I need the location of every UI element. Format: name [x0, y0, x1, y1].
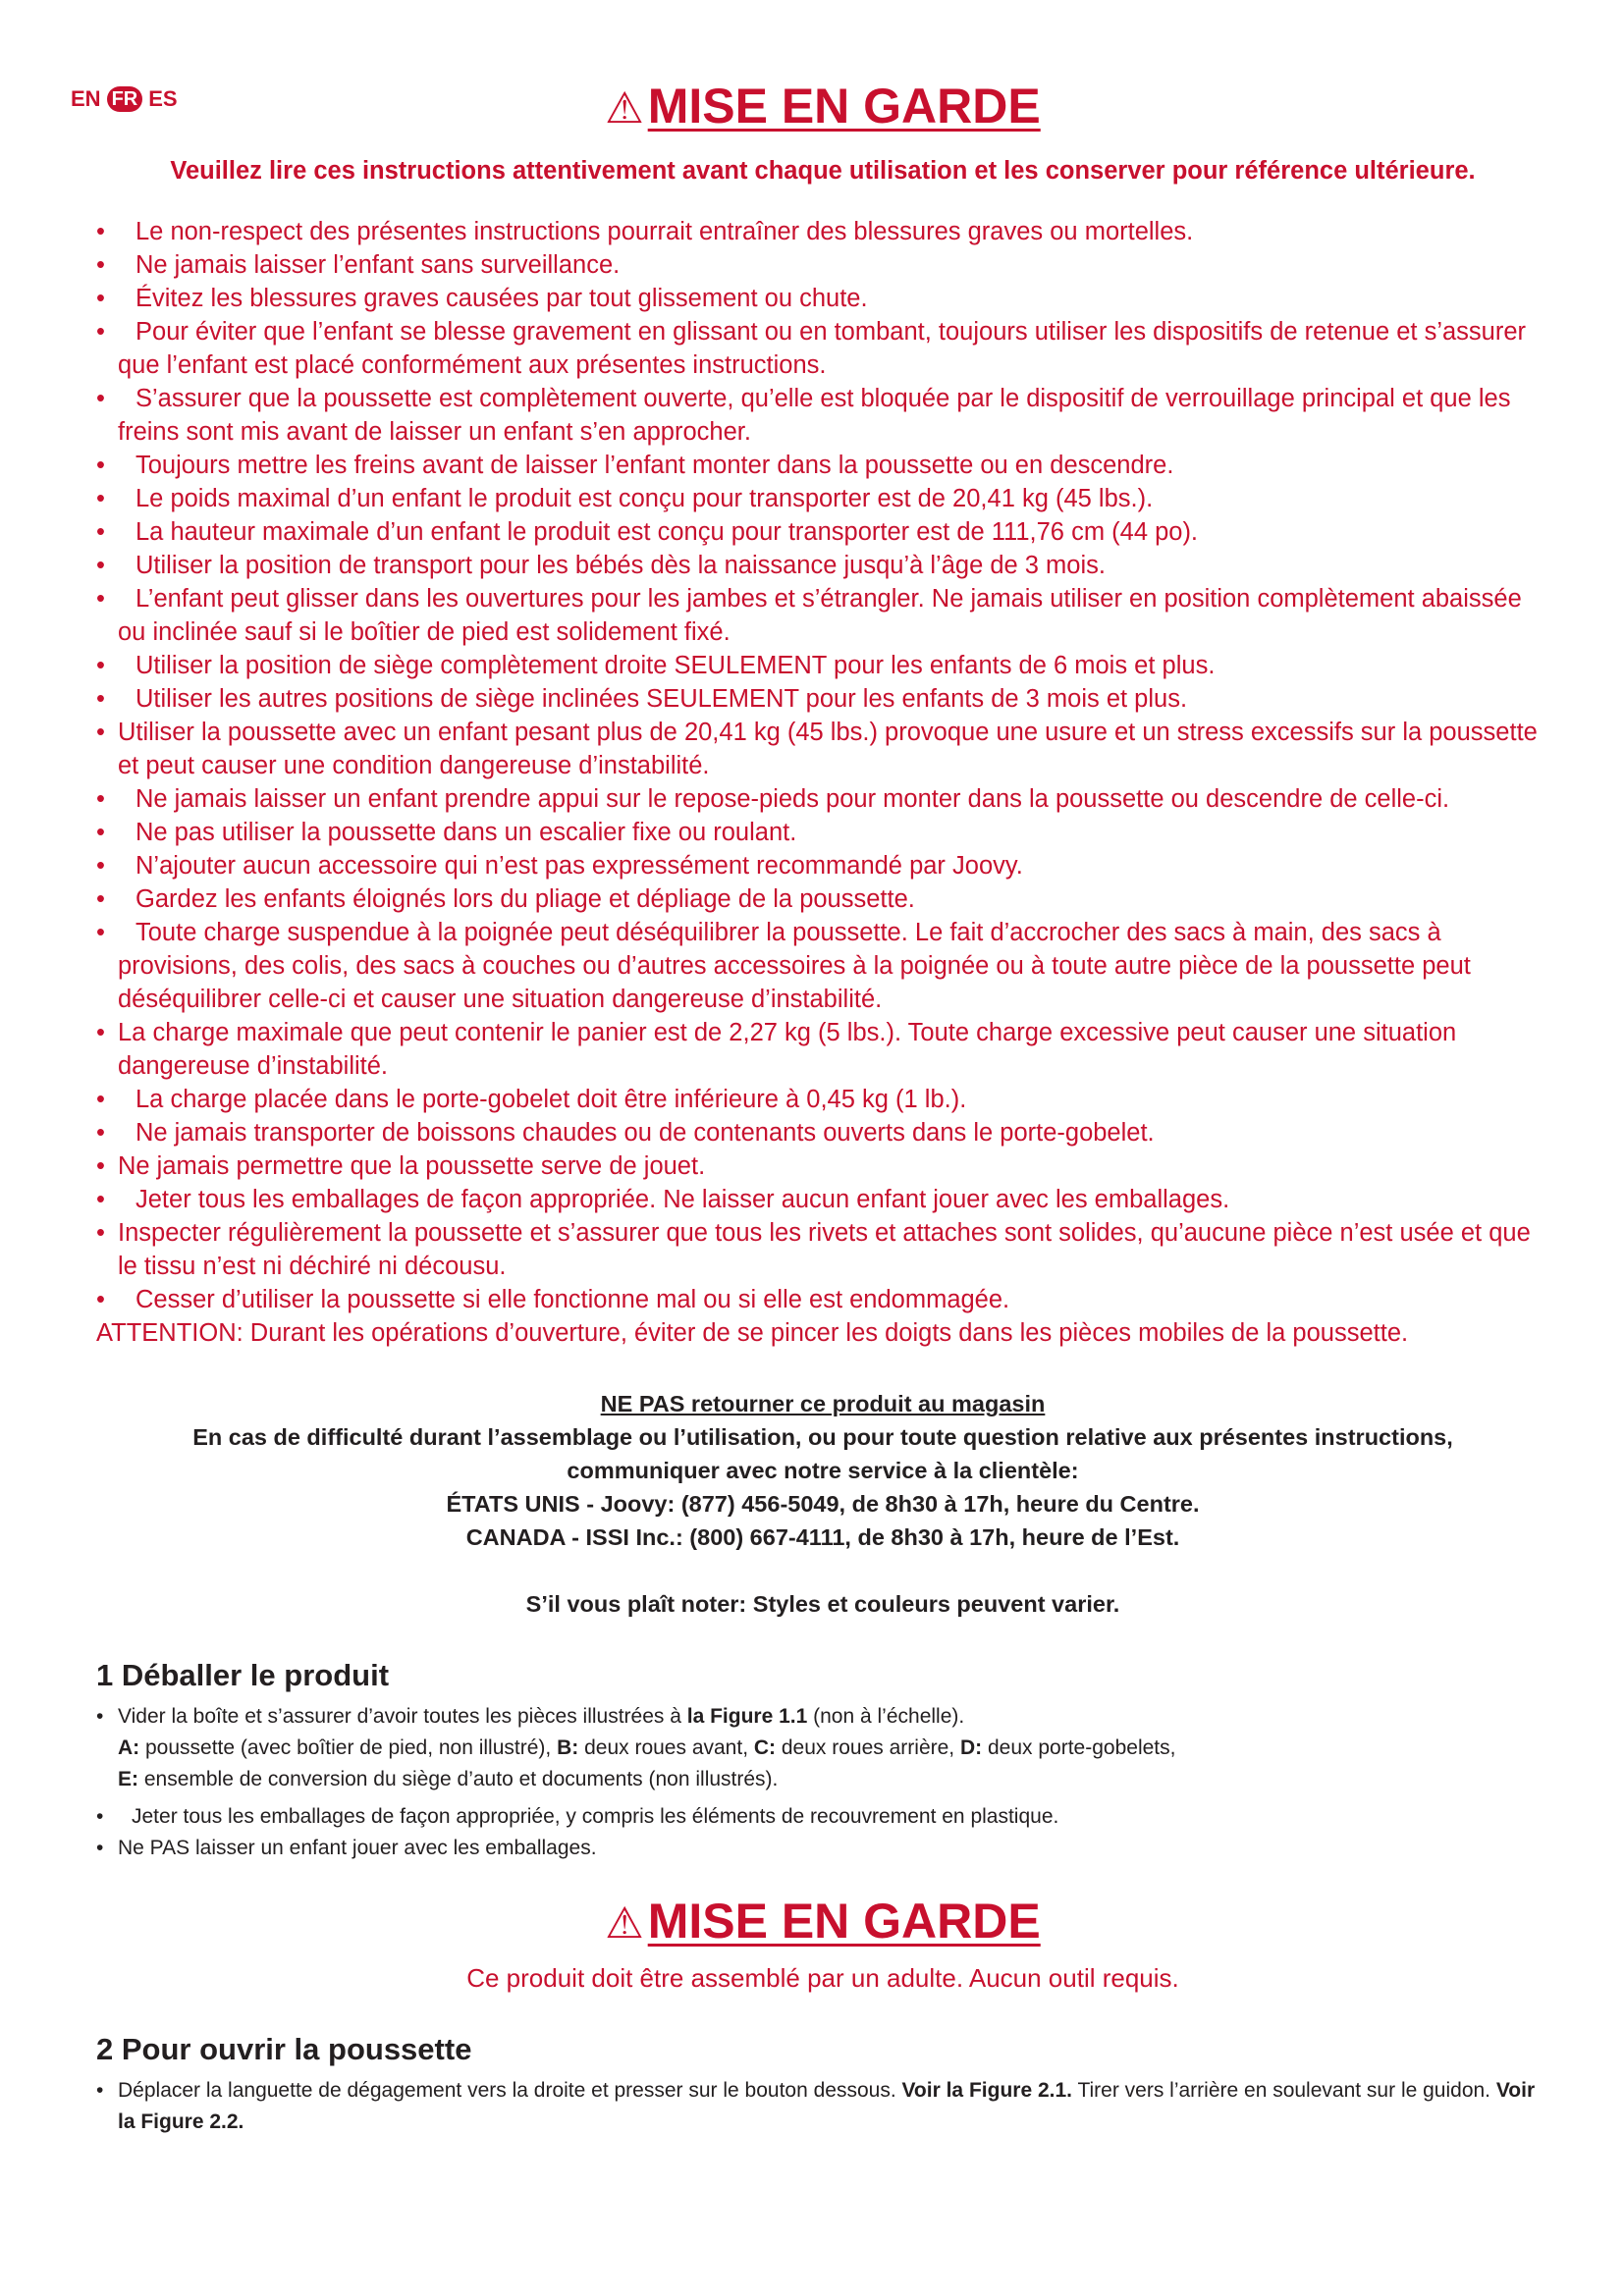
- lang-fr-active: FR: [107, 86, 143, 112]
- warning-item: [96, 1283, 1549, 1316]
- bullet-icon: •: [96, 1286, 105, 1313]
- warning-item-text: Le poids maximal d’un enfant le produit est conçu pour transporter est de 20,41 kg (45 lbs.).: [135, 485, 1154, 512]
- warning-item-text: Toute charge suspendue à la poignée peut déséquilibrer la poussette. Le fait d’accrocher des sacs à main, des sacs à provisions, des colis, des sacs à couches ou d’autres accessoires à la poignée ou à toute autre pièce de la poussette peut déséquilibrer celle-ci et causer une situation dangereuse d’instabilité.: [118, 919, 1471, 1013]
- warning-item: [96, 916, 1549, 1016]
- section-1-list: [96, 1701, 1549, 1733]
- warning-item-text: Ne jamais laisser un enfant prendre appui sur le repose-pieds pour monter dans la poussette ou descendre de celle-ci.: [135, 785, 1450, 813]
- bullet-icon: •: [96, 1152, 105, 1180]
- warning-item-text: Ne jamais laisser l’enfant sans surveillance.: [135, 251, 621, 279]
- warning-item-text: Utiliser la position de siège complètement droite SEULEMENT pour les enfants de 6 mois et plus.: [135, 652, 1216, 679]
- no-return-heading: NE PAS retourner ce produit au magasin: [600, 1391, 1046, 1416]
- section-2-list: [96, 2075, 1549, 2138]
- customer-service-block: [96, 1387, 1549, 1554]
- section-1-list-2: [96, 1801, 1549, 1864]
- warning-item: [96, 315, 1549, 382]
- warning-item: [96, 582, 1549, 649]
- parts-line: E: ensemble de conversion du siège d’auto et documents (non illustrés).: [118, 1768, 779, 1790]
- warning-item: [96, 515, 1549, 549]
- warning-item-text: N’ajouter aucun accessoire qui n’est pas expressément recommandé par Joovy.: [135, 852, 1023, 880]
- warning-item: [96, 849, 1549, 882]
- bullet-icon: •: [96, 1086, 105, 1113]
- warning-item: [96, 1083, 1549, 1116]
- lang-es: ES: [148, 86, 178, 111]
- warning-item: [96, 1116, 1549, 1149]
- warning-item-text: La charge placée dans le porte-gobelet doit être inférieure à 0,45 kg (1 lb.).: [135, 1086, 967, 1113]
- warning-heading: [96, 77, 1549, 138]
- bullet-icon: •: [96, 218, 105, 245]
- warning-item: [96, 1216, 1549, 1283]
- bullet-icon: •: [96, 1019, 105, 1046]
- contact-line: communiquer avec notre service à la clientèle:: [567, 1458, 1079, 1483]
- lang-en: EN: [71, 86, 101, 111]
- warning-item-text: Ne pas utiliser la poussette dans un escalier fixe ou roulant.: [135, 819, 797, 846]
- bullet-icon: •: [96, 1219, 105, 1247]
- warning-item: [96, 682, 1549, 716]
- warning-item-text: La charge maximale que peut contenir le panier est de 2,27 kg (5 lbs.). Toute charge excessive peut causer une situation dangereuse d’instabilité.: [118, 1019, 1457, 1080]
- bullet-icon: •: [96, 652, 105, 679]
- bullet-icon: •: [96, 385, 105, 412]
- bullet-icon: •: [96, 585, 105, 613]
- warning-item-text: Ne jamais transporter de boissons chaudes ou de contenants ouverts dans le porte-gobelet.: [135, 1119, 1155, 1147]
- contact-canada: CANADA - ISSI Inc.: (800) 667-4111, de 8h30 à 17h, heure de l’Est.: [465, 1524, 1180, 1550]
- bullet-icon: •: [96, 518, 105, 546]
- bullet-icon: •: [96, 785, 105, 813]
- warning-item-text: La hauteur maximale d’un enfant le produit est conçu pour transporter est de 111,76 cm (44 po).: [135, 518, 1199, 546]
- warning-item: [96, 1149, 1549, 1183]
- warning-subtitle-2: Ce produit doit être assemblé par un adulte. Aucun outil requis.: [466, 1963, 1179, 1993]
- list-item: • Jeter tous les emballages de façon appropriée, y compris les éléments de recouvrement en plastique.: [96, 1805, 1059, 1828]
- manual-page: [96, 77, 1549, 2138]
- bullet-icon: •: [96, 1186, 105, 1213]
- warning-item: [96, 1183, 1549, 1216]
- warning-item-text: Évitez les blessures graves causées par tout glissement ou chute.: [135, 285, 868, 312]
- warning-item-text: Cesser d’utiliser la poussette si elle fonctionne mal ou si elle est endommagée.: [135, 1286, 1010, 1313]
- bullet-icon: •: [96, 719, 105, 746]
- warning-heading-2: [96, 1892, 1549, 1953]
- parts-line: A: poussette (avec boîtier de pied, non illustré), B: deux roues avant, C: deux roues arrière, D: deux porte-gobelets,: [118, 1736, 1176, 1759]
- warning-item: [96, 716, 1549, 782]
- bullet-icon: •: [96, 452, 105, 479]
- warning-item-text: Utiliser la position de transport pour les bébés dès la naissance jusqu’à l’âge de 3 mois.: [135, 552, 1106, 579]
- contact-us: ÉTATS UNIS - Joovy: (877) 456-5049, de 8h30 à 17h, heure du Centre.: [446, 1491, 1200, 1517]
- warning-title: MISE EN GARDE: [647, 79, 1041, 133]
- bullet-icon: •: [96, 1119, 105, 1147]
- bullet-icon: •: [96, 552, 105, 579]
- list-item: • Ne PAS laisser un enfant jouer avec les emballages.: [96, 1837, 597, 1859]
- list-item: • Déplacer la languette de dégagement vers la droite et presser sur le bouton dessous. Voir la Figure 2.1. Tirer vers l’arrière en soulevant sur le guidon. Voir la Figure 2.2.: [96, 2079, 1536, 2133]
- bullet-icon: •: [96, 285, 105, 312]
- warning-item-text: Inspecter régulièrement la poussette et s’assurer que tous les rivets et attaches sont solides, qu’aucune pièce n’est usée et que le tissu n’est ni déchiré ni décousu.: [118, 1219, 1531, 1280]
- warning-item: [96, 449, 1549, 482]
- warning-item-text: Utiliser la poussette avec un enfant pesant plus de 20,41 kg (45 lbs.) provoque une usure et un stress excessifs sur la poussette et peut causer une condition dangereuse d’instabilité.: [118, 719, 1538, 779]
- warning-list: [96, 215, 1549, 1316]
- bullet-icon: •: [96, 685, 105, 713]
- warning-item-text: Jeter tous les emballages de façon appropriée. Ne laisser aucun enfant jouer avec les emballages.: [135, 1186, 1230, 1213]
- warning-item-text: Toujours mettre les freins avant de laisser l’enfant monter dans la poussette ou en descendre.: [135, 452, 1174, 479]
- bullet-icon: •: [96, 819, 105, 846]
- warning-item-text: S’assurer que la poussette est complètement ouverte, qu’elle est bloquée par le dispositif de verrouillage principal et que les freins sont mis avant de laisser un enfant s’en approcher.: [118, 385, 1511, 446]
- warning-item-text: Pour éviter que l’enfant se blesse gravement en glissant ou en tombant, toujours utiliser les dispositifs de retenue et s’assurer que l’enfant est placé conformément aux présentes instructions.: [118, 318, 1527, 379]
- warning-item: [96, 816, 1549, 849]
- section-1-title: 1 Déballer le produit: [96, 1658, 390, 1692]
- warning-item: [96, 248, 1549, 282]
- warning-item-text: Utiliser les autres positions de siège inclinées SEULEMENT pour les enfants de 3 mois et plus.: [135, 685, 1188, 713]
- bullet-icon: •: [96, 852, 105, 880]
- warning-item-text: Ne jamais permettre que la poussette serve de jouet.: [118, 1152, 706, 1180]
- list-item: • Vider la boîte et s’assurer d’avoir toutes les pièces illustrées à la Figure 1.1 (non à l’échelle).: [96, 1705, 965, 1728]
- warning-item: [96, 1016, 1549, 1083]
- attention-note: ATTENTION: Durant les opérations d’ouverture, éviter de se pincer les doigts dans les pièces mobiles de la poussette.: [96, 1319, 1409, 1347]
- warning-item: [96, 482, 1549, 515]
- bullet-icon: •: [96, 919, 105, 946]
- styles-note: S’il vous plaît noter: Styles et couleurs peuvent varier.: [525, 1591, 1120, 1617]
- section-2-title: 2 Pour ouvrir la poussette: [96, 2032, 472, 2066]
- bullet-icon: •: [96, 485, 105, 512]
- warning-item-text: Le non-respect des présentes instructions pourrait entraîner des blessures graves ou mortelles.: [135, 218, 1194, 245]
- bullet-icon: •: [96, 318, 105, 346]
- warning-title-2: MISE EN GARDE: [647, 1894, 1041, 1949]
- warning-item: [96, 382, 1549, 449]
- warning-item: [96, 215, 1549, 248]
- warning-item: [96, 549, 1549, 582]
- warning-item: [96, 649, 1549, 682]
- warning-subtitle: Veuillez lire ces instructions attentivement avant chaque utilisation et les conserver pour référence ultérieure.: [170, 157, 1476, 185]
- warning-item: [96, 882, 1549, 916]
- warning-item-text: L’enfant peut glisser dans les ouvertures pour les jambes et s’étrangler. Ne jamais utiliser en position complètement abaissée ou inclinée sauf si le boîtier de pied est solidement fixé.: [118, 585, 1522, 646]
- warning-item: [96, 282, 1549, 315]
- warning-triangle-icon: ⚠: [605, 84, 644, 133]
- bullet-icon: •: [96, 251, 105, 279]
- warning-item: [96, 782, 1549, 816]
- contact-line: En cas de difficulté durant l’assemblage ou l’utilisation, ou pour toute question relative aux présentes instructions,: [192, 1424, 1453, 1450]
- parts-list: [96, 1733, 1549, 1795]
- warning-triangle-icon: ⚠: [605, 1899, 644, 1948]
- bullet-icon: •: [96, 885, 105, 913]
- warning-item-text: Gardez les enfants éloignés lors du pliage et dépliage de la poussette.: [135, 885, 915, 913]
